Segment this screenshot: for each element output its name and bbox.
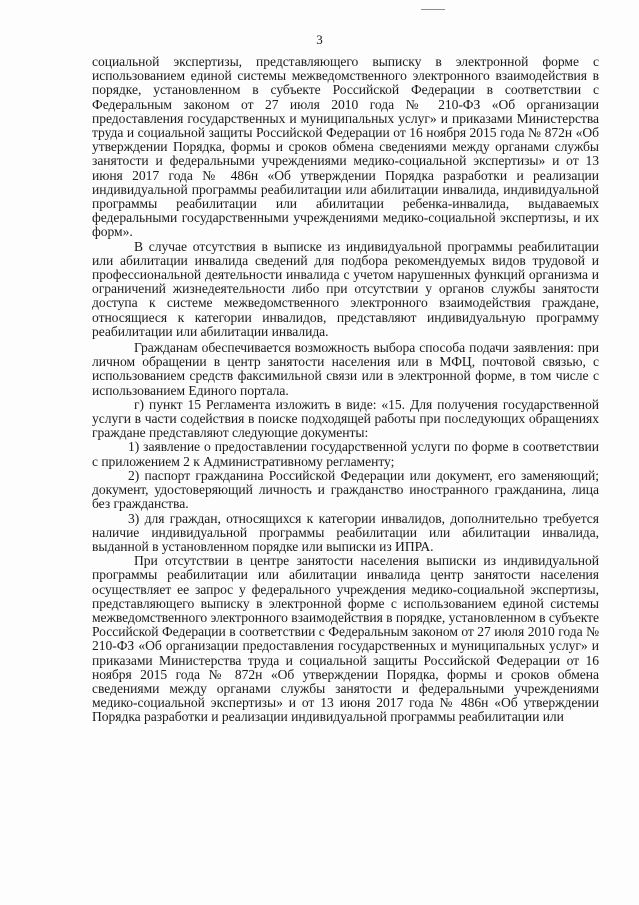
list-item-3: 3) для граждан, относящихся к категории инвалидов, дополнительно требуется наличие индивидуальной программы реабилитации или абилитации инвалида, выданной в установленном порядке или выписки из ИПРА. bbox=[92, 510, 599, 554]
paragraph-absence-of-extract: При отсутствии в центре занятости населения выписки из индивидуальной программы реабилитации или абилитации инвалида центр занятости населения осуществляет ее запрос у федерального учреждения медико-социальной экспертизы, представляющего выписку в электронной форме с использованием единой системы межведомственного электронного взаимодействия в порядке, установленном в субъекте Российской Федерации в соответствии с Федеральным законом от 27 июля 2010 года № 210-ФЗ «Об организации предоставления государственных и муниципальных услуг» и приказами Министерства труда и социальной защиты Российской Федерации от 16 ноября 2015 года № 872н «Об утверждении Порядка, формы и сроков обмена сведениями между органами службы занятости и федеральными учреждениями медико-социальной экспертизы» и от 13 июня 2017 года № 486н «Об утверждении Порядка разработки и реализации индивидуальной программы реабилитации или bbox=[92, 553, 599, 725]
paragraph-continuation: социальной экспертизы, представляющего выписку в электронной форме с использованием единой системы межведомственного электронного взаимодействия в порядке, установленном в субъекте Российской Федерации в соответствии с Федеральным законом от 27 июля 2010 года № 210-ФЗ «Об организации предоставления государственных и муниципальных услуг» и приказами Министерства труда и социальной защиты Российской Федерации от 16 ноября 2015 года № 872н «Об утверждении Порядка, формы и сроков обмена сведениями между органами службы занятости и федеральными учреждениями медико-социальной экспертизы» и от 13 июня 2017 года № 486н «Об утверждении Порядка разработки и реализации индивидуальной программы реабилитации или абилитации инвалида, индивидуальной программы реабилитации или абилитации ребенка-инвалида, выдаваемых федеральными государственными учреждениями медико-социальной экспертизы, и их форм». bbox=[92, 54, 599, 240]
document-body bbox=[92, 55, 599, 725]
page-number: 3 bbox=[316, 32, 323, 47]
list-item-2: 2) паспорт гражданина Российской Федерации или документ, его заменяющий; документ, удостоверяющий личность и гражданство иностранного гражданина, лица без гражданства. bbox=[92, 467, 599, 512]
scan-artifact-line bbox=[421, 9, 445, 10]
list-item-1: 1) заявление о предоставлении государственной услуги по форме в соответствии с приложением 2 к Административному регламенту; bbox=[92, 439, 599, 469]
paragraph-application-methods: Гражданам обеспечивается возможность выбора способа подачи заявления: при личном обращении в центр занятости населения или в МФЦ, почтовой связью, с использованием средств факсимильной связи или в электронной форме, в том числе с использованием Единого портала. bbox=[92, 340, 599, 398]
paragraph-missing-extract: В случае отсутствия в выписке из индивидуальной программы реабилитации или абилитации инвалида сведений для подбора рекомендуемых видов трудовой и профессиональной деятельности инвалида с учетом нарушенных функций организма и ограничений жизнедеятельности либо при отсутствии у органов службы занятости доступа к системе межведомственного электронного взаимодействия граждане, относящиеся к категории инвалидов, представляют индивидуальную программу реабилитации или абилитации инвалида. bbox=[92, 238, 599, 339]
paragraph-clause-g: г) пункт 15 Регламента изложить в виде: «15. Для получения государственной услуги в части содействия в поиске подходящей работы при последующих обращениях граждане представляют следующие документы: bbox=[92, 396, 599, 441]
